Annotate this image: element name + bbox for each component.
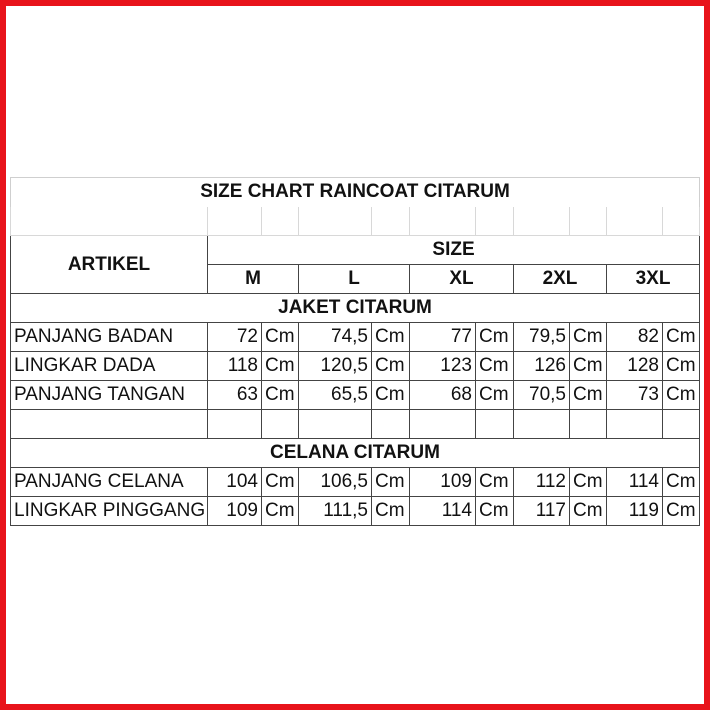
cell-value: 117	[514, 497, 570, 526]
section-row	[11, 439, 700, 468]
cell-value: 128	[607, 352, 663, 381]
cell-unit: Cm	[570, 352, 607, 381]
cell-unit: Cm	[476, 323, 514, 352]
cell-unit: Cm	[262, 352, 299, 381]
section-row	[11, 294, 700, 323]
row-label: PANJANG CELANA	[11, 468, 208, 497]
cell-unit: Cm	[262, 497, 299, 526]
cell-value: 118	[208, 352, 262, 381]
cell-value: 109	[208, 497, 262, 526]
cell-value: 111,5	[299, 497, 372, 526]
cell-value: 112	[514, 468, 570, 497]
cell-value: 82	[607, 323, 663, 352]
table-row	[11, 381, 700, 410]
cell-unit: Cm	[663, 381, 700, 410]
cell-unit: Cm	[570, 323, 607, 352]
cell-unit: Cm	[476, 468, 514, 497]
spacer-row	[11, 410, 700, 439]
cell-value: 120,5	[299, 352, 372, 381]
size-chart-table	[10, 177, 700, 526]
cell-value: 114	[410, 497, 476, 526]
cell-value: 65,5	[299, 381, 372, 410]
cell-unit: Cm	[476, 352, 514, 381]
cell-value: 126	[514, 352, 570, 381]
cell-unit: Cm	[372, 497, 410, 526]
cell-unit: Cm	[262, 468, 299, 497]
section-title-jaket: JAKET CITARUM	[11, 294, 700, 323]
size-2xl-header: 2XL	[514, 265, 607, 294]
cell-unit: Cm	[262, 323, 299, 352]
cell-value: 74,5	[299, 323, 372, 352]
header-row-1	[11, 236, 700, 265]
size-header: SIZE	[208, 236, 700, 265]
cell-value: 73	[607, 381, 663, 410]
cell-value: 114	[607, 468, 663, 497]
size-3xl-header: 3XL	[607, 265, 700, 294]
cell-value: 63	[208, 381, 262, 410]
cell-value: 72	[208, 323, 262, 352]
size-m-header: M	[208, 265, 299, 294]
cell-unit: Cm	[663, 352, 700, 381]
artikel-header: ARTIKEL	[11, 236, 208, 294]
title-row	[11, 178, 700, 207]
cell-unit: Cm	[570, 381, 607, 410]
cell-value: 106,5	[299, 468, 372, 497]
size-l-header: L	[299, 265, 410, 294]
empty-row	[11, 207, 700, 236]
chart-title: SIZE CHART RAINCOAT CITARUM	[11, 178, 700, 207]
cell-value: 104	[208, 468, 262, 497]
cell-unit: Cm	[262, 381, 299, 410]
cell-unit: Cm	[663, 468, 700, 497]
table-row	[11, 352, 700, 381]
cell-value: 70,5	[514, 381, 570, 410]
row-label: PANJANG TANGAN	[11, 381, 208, 410]
cell-unit: Cm	[372, 323, 410, 352]
cell-value: 77	[410, 323, 476, 352]
cell-unit: Cm	[372, 468, 410, 497]
row-label: LINGKAR PINGGANG	[11, 497, 208, 526]
cell-value: 119	[607, 497, 663, 526]
table-row	[11, 323, 700, 352]
cell-unit: Cm	[663, 323, 700, 352]
cell-value: 123	[410, 352, 476, 381]
cell-value: 79,5	[514, 323, 570, 352]
cell-unit: Cm	[570, 468, 607, 497]
cell-unit: Cm	[372, 352, 410, 381]
section-title-celana: CELANA CITARUM	[11, 439, 700, 468]
row-label: PANJANG BADAN	[11, 323, 208, 352]
cell-value: 109	[410, 468, 476, 497]
row-label: LINGKAR DADA	[11, 352, 208, 381]
table-row	[11, 497, 700, 526]
cell-unit: Cm	[476, 497, 514, 526]
cell-value: 68	[410, 381, 476, 410]
cell-unit: Cm	[570, 497, 607, 526]
table-row	[11, 468, 700, 497]
size-xl-header: XL	[410, 265, 514, 294]
cell-unit: Cm	[663, 497, 700, 526]
cell-unit: Cm	[372, 381, 410, 410]
cell-unit: Cm	[476, 381, 514, 410]
